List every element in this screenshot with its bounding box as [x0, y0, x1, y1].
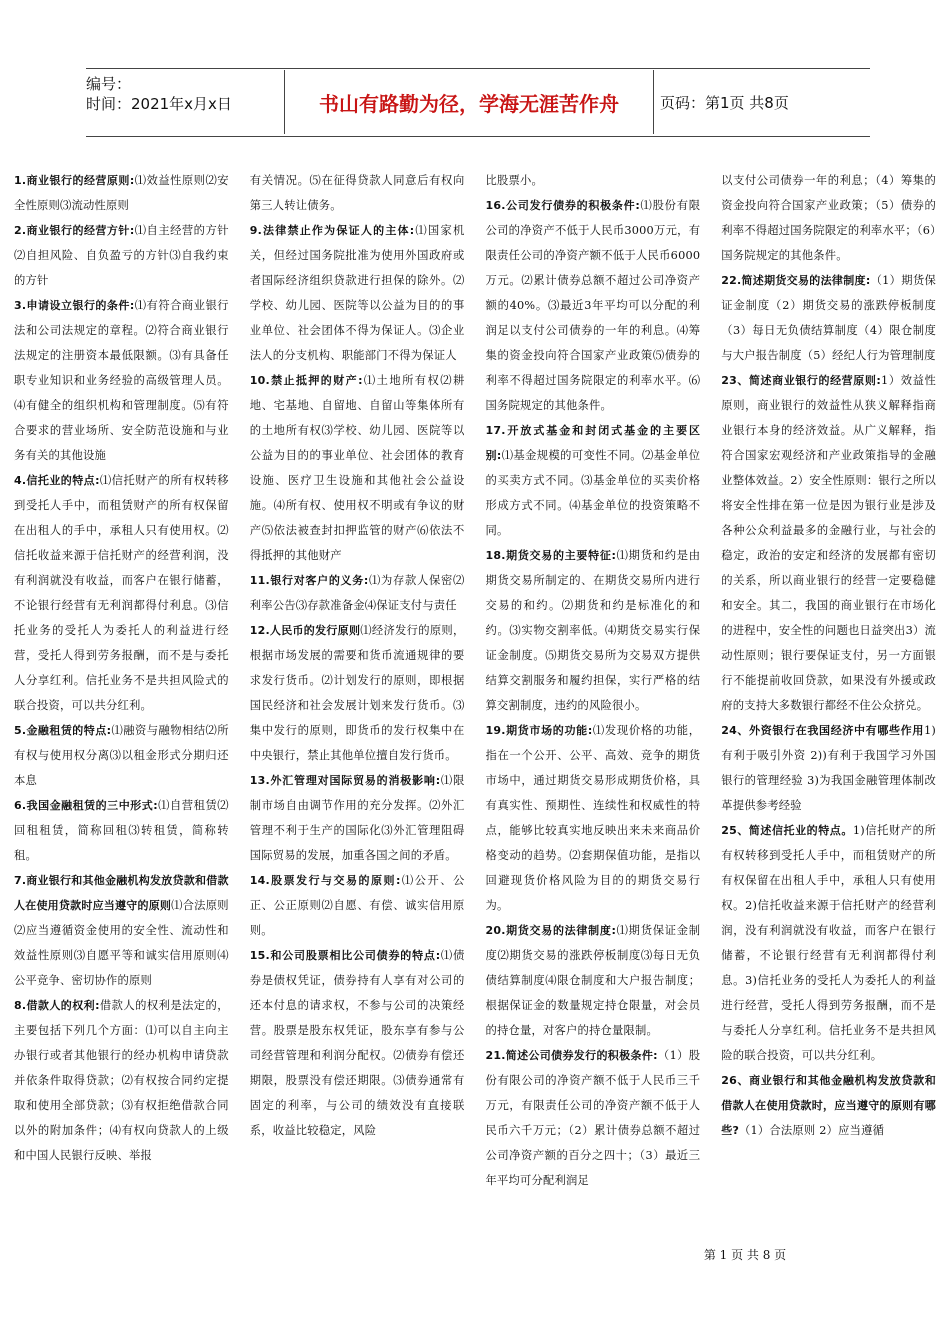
- paragraph: [721, 718, 936, 818]
- item-text: ⑴期货和约是由期货交易所制定的、在期货交易所内进行交易的和约。⑵期货和约是标准化的和约。⑶实物交割率低。⑷期货交易实行保证金制度。⑸期货交易所为交易双方提供结算交割服务和履约担保，实行严格的结算交割制度，违约的风险很小。: [485, 549, 701, 712]
- item-heading: 10.禁止抵押的财产:: [249, 374, 363, 387]
- item-text: 1）效益性原则，商业银行的效益性从狭义解释指商业银行本身的经济效益。从广义解释，指符合国家宏观经济和产业政策指导的金融业整体效益。2）安全性原则：银行之所以将安全性排在第一位是因为银行业是涉及各种公众利益最多的金融行业，与社会的稳定，政治的安定和经济的发展都有密切的关系，所以商业银行的经营一定要稳健和安全。其二，我国的商业银行在市场化的进程中，安全性的问题也日益突出3）流动性原则；银行要保证支付，另一方面银行不能提前收回贷款，如果没有外援或政府的支持大多数银行都经不住公众挤兑。: [721, 374, 936, 712]
- item-text: ⑴自主经营的方针⑵自担风险、自负盈亏的方针⑶自我约束的方针: [14, 224, 229, 287]
- header-motto-cell: [284, 70, 654, 134]
- item-text: ⑴股份有限公司的净资产不低于人民币3000万元，有限责任公司的净资产额不低于人民币6000万元。⑵累计债券总额不超过公司净资产额的40%。⑶最近3年平均可以分配的利润足以支付公司债券的一年的利息。⑷筹集的资金投向符合国家产业政策⑸债券的利率不得超过国务院限定的利率水平。⑹国务院规定的其他条件。: [485, 199, 701, 412]
- item-text: ⑴合法原则⑵应当遵循资金使用的安全性、流动性和效益性原则⑶自愿平等和诚实信用原则⑷公平竞争、密切协作的原则: [14, 899, 229, 987]
- paragraph: [14, 793, 229, 868]
- item-text: ⑴经济发行的原则，根据市场发展的需要和货币流通规律的要求发行货币。⑵计划发行的原则，即根据国民经济和社会发展计划来发行货币。⑶集中发行的原则，即货币的发行权集中在中央银行，禁止其他单位擅自发行货币。: [249, 624, 465, 762]
- paragraph: [14, 993, 229, 1168]
- header-page-info: [660, 70, 870, 134]
- paragraph: [250, 368, 465, 568]
- item-text: ⑴为存款人保密⑵利率公告⑶存款准备金⑷保证支付与责任: [249, 574, 465, 612]
- paragraph: [721, 1068, 936, 1143]
- item-heading: 9.法律禁止作为保证人的主体:: [249, 224, 415, 237]
- paragraph: [250, 218, 465, 368]
- item-heading: 26、商业银行和其他金融机构发放贷款和借款人在使用贷款时，应当遵守的原则有哪些?: [721, 1074, 936, 1137]
- item-text: 有关情况。⑸在征得贷款人同意后有权向第三人转让债务。: [249, 174, 465, 212]
- paragraph: [250, 568, 465, 618]
- paragraph: [250, 868, 465, 943]
- item-text: ⑴国家机关，但经过国务院批准为使用外国政府或者国际经济组织贷款进行担保的除外。⑵学校、幼儿园、医院等以公益为目的的事业单位、社会团体不得为保证人。⑶企业法人的分支机构、职能部门不得为保证人: [249, 224, 465, 362]
- paragraph: [721, 168, 936, 268]
- item-text: ⑴债券是债权凭证，债券持有人享有对公司的还本付息的请求权，不参与公司的决策经营。股票是股东权凭证，股东享有参与公司经营管理和利润分配权。⑵债券有偿还期限，股票没有偿还期限。⑶债券通常有固定的利率，与公司的绩效没有直接联系，收益比较稳定，风险: [249, 949, 465, 1137]
- page-info-text: 页码：第1页 共8页: [660, 93, 789, 112]
- paragraph: [721, 818, 936, 1068]
- item-heading: 19.期货市场的功能:: [485, 724, 593, 737]
- paragraph: [250, 168, 465, 218]
- item-heading: 4.信托业的特点:: [14, 474, 100, 487]
- item-heading: 17.开放式基金和封闭式基金的主要区别:: [485, 424, 701, 462]
- paragraph: [14, 718, 229, 793]
- number-label: 编号：: [86, 75, 132, 93]
- item-text: 1)有利于吸引外资 2))有利于我国学习外国银行的管理经验 3)为我国金融管理体制改革提供参考经验: [721, 724, 936, 812]
- column-4: [721, 168, 936, 1240]
- item-text: 1)信托财产的所有权转移到受托人手中，而租赁财产的所有权保留在出租人手中，承租人只有使用权。2)信托收益来源于信托财产的经营利润，没有利润就没有收益，而客户在银行储蓄，不论银行经营有无利润都得付利息。3)信托业务的受托人为委托人的利益进行经营，受托人得到劳务报酬，而不是与委托人分享红利。信托业务不是共担风险的联合投资，可以共分红利。: [721, 824, 936, 1062]
- item-heading: 6.我国金融租赁的三中形式:: [14, 799, 158, 812]
- item-text: ⑴有符合商业银行法和公司法规定的章程。⑵符合商业银行法规定的注册资本最低限额。⑶有具备任职专业知识和业务经验的高级管理人员。⑷有健全的组织机构和管理制度。⑸有符合要求的营业场所、安全防范设施和与业务有关的其他设施: [14, 299, 229, 462]
- item-text: ⑴自营租赁⑵回租租赁，简称回租⑶转租赁，简称转租。: [14, 799, 229, 862]
- paragraph: [14, 218, 229, 293]
- paragraph: [486, 1043, 701, 1193]
- paragraph: [721, 268, 936, 368]
- footer-page-text: 第 1 页 共 8 页: [703, 1248, 787, 1262]
- item-heading: 25、简述信托业的特点。: [721, 824, 853, 837]
- item-heading: 11.银行对客户的义务:: [249, 574, 369, 587]
- paragraph: [486, 918, 701, 1043]
- paragraph: [14, 293, 229, 468]
- item-text: ⑴期货保证金制度⑵期货交易的涨跌停板制度⑶每日无负债结算制度⑷限仓制度和大户报告制度；根据保证金的数量规定持仓限量，对会员的持仓量，对客户的持仓量限制。: [485, 924, 701, 1037]
- item-text: （1）期货保证金制度（2）期货交易的涨跌停板制度（3）每日无负债结算制度（4）限仓制度与大户报告制度（5）经纪人行为管理制度: [721, 274, 936, 362]
- paragraph: [250, 768, 465, 868]
- item-heading: 24、外资银行在我国经济中有哪些作用: [721, 724, 924, 737]
- item-heading: 12.人民币的发行原则: [249, 624, 361, 637]
- item-heading: 3.申请设立银行的条件:: [14, 299, 135, 312]
- motto-text: 书山有路勤为径，学海无涯苦作舟: [319, 91, 619, 116]
- item-heading: 1.商业银行的经营原则:: [14, 174, 135, 187]
- time-label: 时间：2021年x月x日: [86, 95, 232, 113]
- item-text: ⑴信托财产的所有权转移到受托人手中，而租赁财产的所有权保留在出租人的手中，承租人只有使用权。⑵信托收益来源于信托财产的经营利润，没有利润就没有收益，而客户在银行储蓄，不论银行经营有无利润都得付利息。⑶信托业务的受托人为委托人的利益进行经营，受托人得到劳务报酬，而不是与委托人分享红利。信托业务不是共担风险式的联合投资，可以共分红利。: [14, 474, 229, 712]
- paragraph: [250, 618, 465, 768]
- item-heading: 21.简述公司债券发行的积极条件:: [485, 1049, 658, 1062]
- item-text: ⑴限制市场自由调节作用的充分发挥。⑵外汇管理不利于生产的国际化⑶外汇管理阻碍国际贸易的发展，加重各国之间的矛盾。: [249, 774, 465, 862]
- item-heading: 7.商业银行和其他金融机构发放贷款和借款人在使用贷款时应当遵守的原则: [14, 874, 229, 912]
- item-heading: 18.期货交易的主要特征:: [485, 549, 617, 562]
- content-columns: [14, 168, 936, 1240]
- paragraph: [486, 718, 701, 918]
- item-heading: 8.借款人的权利:: [14, 999, 100, 1012]
- item-heading: 22.简述期货交易的法律制度:: [721, 274, 871, 287]
- item-heading: 23、简述商业银行的经营原则:: [721, 374, 882, 387]
- item-text: ⑴效益性原则⑵安全性原则⑶流动性原则: [14, 174, 229, 212]
- column-3: [486, 168, 701, 1240]
- paragraph: [486, 543, 701, 718]
- item-text: ⑴基金规模的可变性不同。⑵基金单位的买卖方式不同。⑶基金单位的买卖价格形成方式不同。⑷基金单位的投资策略不同。: [485, 449, 701, 537]
- item-text: 借款人的权利是法定的，主要包括下列几个方面：⑴可以自主向主办银行或者其他银行的经办机构申请贷款并依条件取得贷款；⑵有权按合同约定提取和使用全部贷款；⑶有权拒绝借款合同以外的附加条件；⑷有权向贷款人的上级和中国人民银行反映、举报: [14, 999, 229, 1162]
- item-text: ⑴土地所有权⑵耕地、宅基地、自留地、自留山等集体所有的土地所有权⑶学校、幼儿园、医院等以公益为目的的事业单位、社会团体的教育设施、医疗卫生设施和其他社会公益设施。⑷所有权、使用权不明或有争议的财产⑸依法被查封扣押监管的财产⑹依法不得抵押的其他财产: [249, 374, 465, 562]
- item-heading: 5.金融租赁的特点:: [14, 724, 112, 737]
- page-footer: [0, 1246, 950, 1263]
- item-text: （1）合法原则 2）应当遵循: [739, 1124, 885, 1137]
- item-text: ⑴公开、公正、公正原则⑵自愿、有偿、诚实信用原则。: [249, 874, 465, 937]
- paragraph: [721, 368, 936, 718]
- item-heading: 13.外汇管理对国际贸易的消极影响:: [249, 774, 441, 787]
- paragraph: [486, 193, 701, 418]
- paragraph: [250, 943, 465, 1143]
- item-heading: 20.期货交易的法律制度:: [485, 924, 617, 937]
- paragraph: [14, 168, 229, 218]
- item-heading: 14.股票发行与交易的原则:: [249, 874, 401, 887]
- item-heading: 2.商业银行的经营方针:: [14, 224, 135, 237]
- paragraph: [486, 168, 701, 193]
- item-text: ⑴发现价格的功能，指在一个公开、公平、高效、竞争的期货市场中，通过期货交易形成期货价格，具有真实性、预期性、连续性和权威性的特点，能够比较真实地反映出来未来商品价格变动的趋势。⑵套期保值功能，是指以回避现货价格风险为目的的期货交易行为。: [485, 724, 701, 912]
- header-top-rule: [86, 68, 870, 69]
- item-text: （1）股份有限公司的净资产额不低于人民币三千万元，有限责任公司的净资产额不低于人民币六千万元；（2）累计债券总额不超过公司净资产额的百分之四十；（3）最近三年平均可分配利润足: [485, 1049, 701, 1187]
- item-text: 以支付公司债券一年的利息；（4）筹集的资金投向符合国家产业政策；（5）债券的利率不得超过国务院限定的利率水平；（6）国务院规定的其他条件。: [721, 174, 936, 262]
- column-1: [14, 168, 229, 1240]
- item-heading: 16.公司发行债券的积极条件:: [485, 199, 640, 212]
- item-heading: 15.和公司股票相比公司债券的特点:: [249, 949, 441, 962]
- paragraph: [14, 868, 229, 993]
- header-bottom-rule: [86, 136, 870, 137]
- item-text: ⑴融资与融物相结⑵所有权与使用权分离⑶以租金形式分期归还本息: [14, 724, 229, 787]
- item-text: 比股票小。: [485, 174, 543, 187]
- paragraph: [486, 418, 701, 543]
- column-2: [250, 168, 465, 1240]
- paragraph: [14, 468, 229, 718]
- header-meta: [86, 70, 282, 134]
